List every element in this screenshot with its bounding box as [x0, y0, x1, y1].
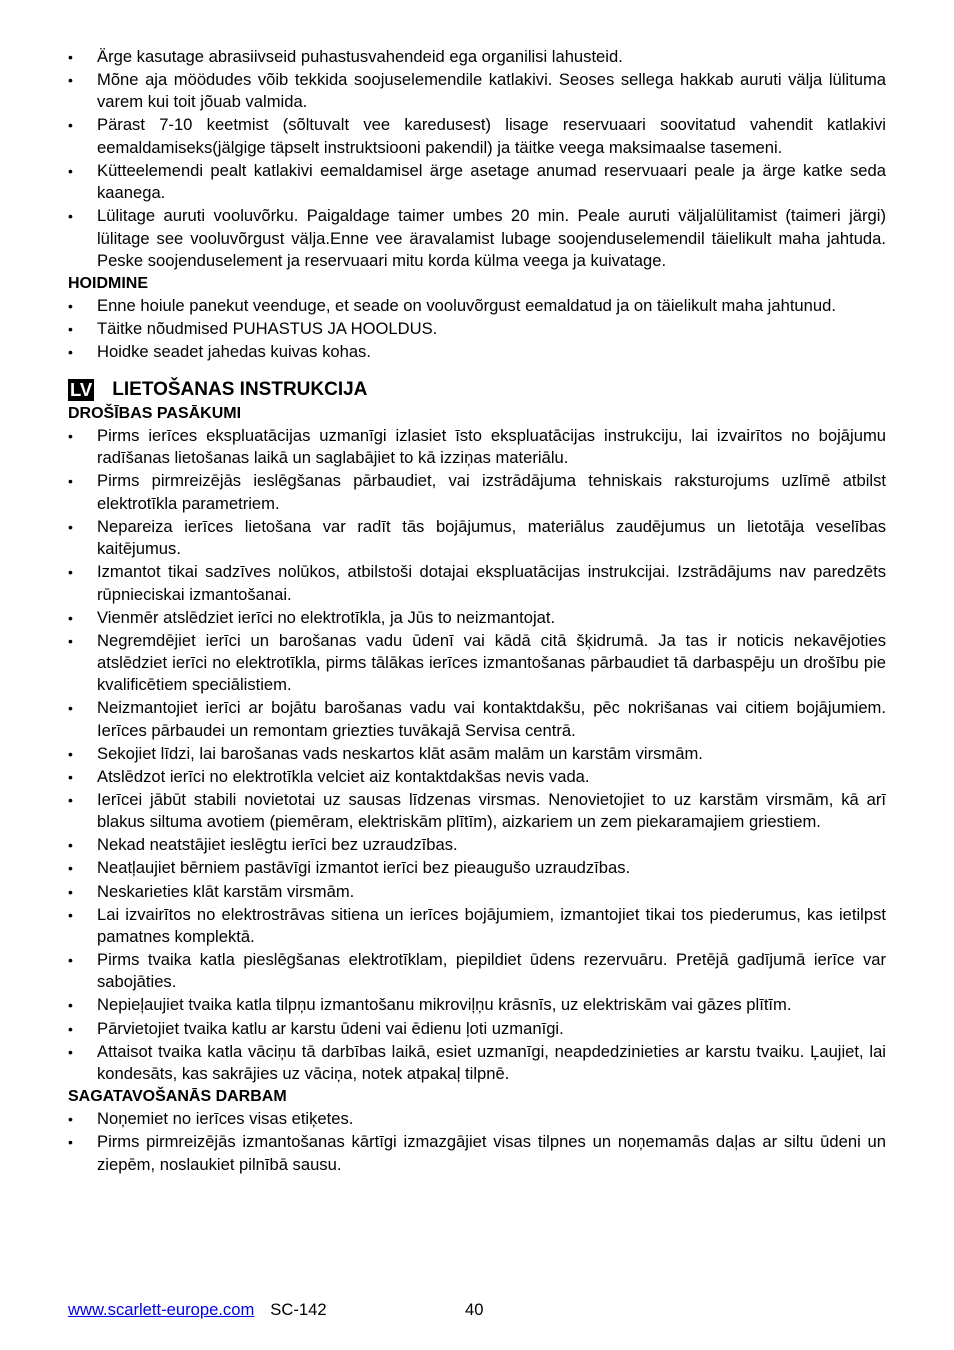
- list-item: • Täitke nõudmised PUHASTUS JA HOOLDUS.: [68, 318, 886, 340]
- bullet-icon: •: [68, 344, 73, 361]
- list-item: • Neizmantojiet ierīci ar bojātu barošanas vadu vai kontaktdakšu, pēc nokrišanas vai citiem bojājumiem. Ierīces pārbaudei un remontam griezties tuvākajā Servisa centrā.: [68, 698, 886, 740]
- list-item: • Pirms ierīces ekspluatācijas uzmanīgi izlasiet īsto ekspluatācijas instrukciju, lai izvairītos no bojājumu radīšanas lietošanas laikā un saglabājiet to kā izziņas materiālu.: [68, 426, 886, 468]
- section-title: LIETOŠANAS INSTRUKCIJA: [112, 379, 368, 401]
- lv-safety-list: [68, 425, 886, 1085]
- bullet-icon: •: [68, 1020, 73, 1037]
- bullet-icon: •: [68, 952, 73, 969]
- bullet-icon: •: [68, 997, 73, 1014]
- bullet-icon: •: [68, 162, 73, 179]
- list-item: • Pirms pirmreizējās izmantošanas kārtīgi izmazgājiet visas tilpnes un noņemamās daļas ar siltu ūdeni un ziepēm, noslaukiet pilnībā sausu.: [68, 1132, 886, 1174]
- bullet-icon: •: [68, 428, 73, 445]
- website-link[interactable]: www.scarlett-europe.com: [68, 1300, 255, 1319]
- list-item: • Pärast 7-10 keetmist (sõltuvalt vee karedusest) lisage reservuaari soovitatud vahendit katlakivi eemaldamiseks(jälgige täpselt instruktsiooni pakendil) ja täitke veega maksimaalse tasemeni.: [68, 115, 886, 157]
- bullet-icon: •: [68, 564, 73, 581]
- bullet-icon: •: [68, 1043, 73, 1060]
- language-badge: LV: [70, 379, 93, 401]
- bullet-icon: •: [68, 518, 73, 535]
- bullet-icon: •: [68, 609, 73, 626]
- bullet-icon: •: [68, 860, 73, 877]
- list-item: • Pirms pirmreizējās ieslēgšanas pārbaudiet, vai izstrādājuma tehniskais raksturojums uzlīmē atbilst elektrotīkla parametriem.: [68, 471, 886, 513]
- list-item: • Ierīcei jābūt stabili novietotai uz sausas līdzenas virsmas. Nenovietojiet to uz karstām virsmām, kā arī blakus siltuma avotiem (piemēram, elektriskām plītīm), aizkariem un zem piekaramajiem griestiem.: [68, 789, 886, 832]
- list-item: • Nekad neatstājiet ieslēgtu ierīci bez uzraudzības.: [68, 834, 886, 856]
- lv-section-header: [68, 378, 886, 403]
- list-item: • Izmantot tikai sadzīves nolūkos, atbilstoši dotajai ekspluatācijas instrukcijai. Izstrādājums nav paredzēts rūpnieciskai izmantošanai.: [68, 562, 886, 604]
- page-footer: [68, 1300, 484, 1320]
- list-item: • Enne hoiule panekut veenduge, et seade on vooluvõrgust eemaldatud ja on täielikult maha jahtunud.: [68, 295, 886, 317]
- list-item: • Ärge kasutage abrasiivseid puhastusvahendeid ega organilisi lahusteid.: [68, 46, 886, 68]
- bullet-icon: •: [68, 768, 73, 785]
- bullet-icon: •: [68, 298, 73, 315]
- bullet-icon: •: [68, 906, 73, 923]
- bullet-icon: •: [68, 473, 73, 490]
- list-item: • Hoidke seadet jahedas kuivas kohas.: [68, 341, 886, 363]
- list-item: • Attaisot tvaika katla vāciņu tā darbības laikā, esiet uzmanīgi, neapdedzinieties ar karstu tvaiku. Ļaujiet, lai kondesāts, kas sakrājies uz vāciņa, notek atpakaļ tilpnē.: [68, 1041, 886, 1083]
- list-item: • Lai izvairītos no elektrostrāvas sitiena un ierīces bojājumiem, izmantojiet tikai tos piederumus, kas ietilpst pamatnes komplektā.: [68, 904, 886, 946]
- bullet-icon: •: [68, 72, 73, 89]
- document-page: [68, 46, 886, 1177]
- bullet-icon: •: [68, 837, 73, 854]
- list-item: • Lülitage auruti vooluvõrku. Paigaldage taimer umbes 20 min. Peale auruti väljalülitamist (taimeri järgi) lülitage see vooluvõrgust välja.Enne vee äravalamist lubage soojenduselemendil täielikult maha jahtuda. Peske soojenduselement ja reservuaari mitu korda külma veega ja kuivatage.: [68, 206, 886, 270]
- list-item: • Nepareiza ierīces lietošana var radīt tās bojājumus, materiālus zaudējumus un lietotāja veselības kaitējumus.: [68, 516, 886, 559]
- list-item: • Pārvietojiet tvaika katlu ar karstu ūdeni vai ēdienu ļoti uzmanīgi.: [68, 1018, 886, 1040]
- list-item: • Kütteelemendi pealt katlakivi eemaldamisel ärge asetage anumad reservuaari peale ja ärge katke seda kaanega.: [68, 160, 886, 203]
- bullet-icon: •: [68, 791, 73, 808]
- bullet-icon: •: [68, 1134, 73, 1151]
- storage-heading: HOIDMINE: [68, 274, 148, 292]
- et-cleaning-list: [68, 46, 886, 272]
- safety-heading: DROŠĪBAS PASĀKUMI: [68, 404, 242, 422]
- list-item: • Vienmēr atslēdziet ierīci no elektrotīkla, ja Jūs to neizmantojat.: [68, 607, 886, 629]
- bullet-icon: •: [68, 1111, 73, 1128]
- list-item: • Pirms tvaika katla pieslēgšanas elektrotīklam, piepildiet ūdens rezervuāru. Pretējā gadījumā ierīce var sabojāties.: [68, 950, 886, 992]
- list-item: • Negremdējiet ierīci un barošanas vadu ūdenī vai kādā citā šķidrumā. Ja tas ir noticis nekavējoties atslēdziet ierīci no elektrotīkla, pirms tālākas ierīces izmantošanas pārbaudiet tā darbaspēju un drošību pie kvalificētiem speciālistiem.: [68, 630, 886, 695]
- list-item: • Sekojiet līdzi, lai barošanas vads neskartos klāt asām malām un karstām virsmām.: [68, 743, 886, 765]
- bullet-icon: •: [68, 700, 73, 717]
- bullet-icon: •: [68, 117, 73, 134]
- list-item: • Neatļaujiet bērniem pastāvīgi izmantot ierīci bez pieaugušo uzraudzības.: [68, 857, 886, 879]
- bullet-icon: •: [68, 632, 73, 649]
- bullet-icon: •: [68, 745, 73, 762]
- list-item: • Neskarieties klāt karstām virsmām.: [68, 881, 886, 903]
- bullet-icon: •: [68, 49, 73, 65]
- page-number: 40: [465, 1300, 484, 1319]
- bullet-icon: •: [68, 321, 73, 338]
- bullet-icon: •: [68, 208, 73, 225]
- model-number: SC-142: [270, 1300, 327, 1319]
- list-item: • Nepieļaujiet tvaika katla tilpņu izmantošanu mikroviļņu krāsnīs, uz elektriskām vai gāzes plītīm.: [68, 994, 886, 1016]
- lv-preparation-list: [68, 1108, 886, 1176]
- list-item: • Noņemiet no ierīces visas etiķetes.: [68, 1108, 886, 1130]
- et-storage-list: [68, 295, 886, 363]
- bullet-icon: •: [68, 883, 73, 900]
- preparation-heading: SAGATAVOŠANĀS DARBAM: [68, 1087, 287, 1105]
- list-item: • Atslēdzot ierīci no elektrotīkla velciet aiz kontaktdakšas nevis vada.: [68, 766, 886, 788]
- list-item: • Mõne aja möödudes võib tekkida soojuselemendile katlakivi. Seoses sellega hakkab auruti välja lülituma varem kui toit jõuab valmida.: [68, 70, 886, 112]
